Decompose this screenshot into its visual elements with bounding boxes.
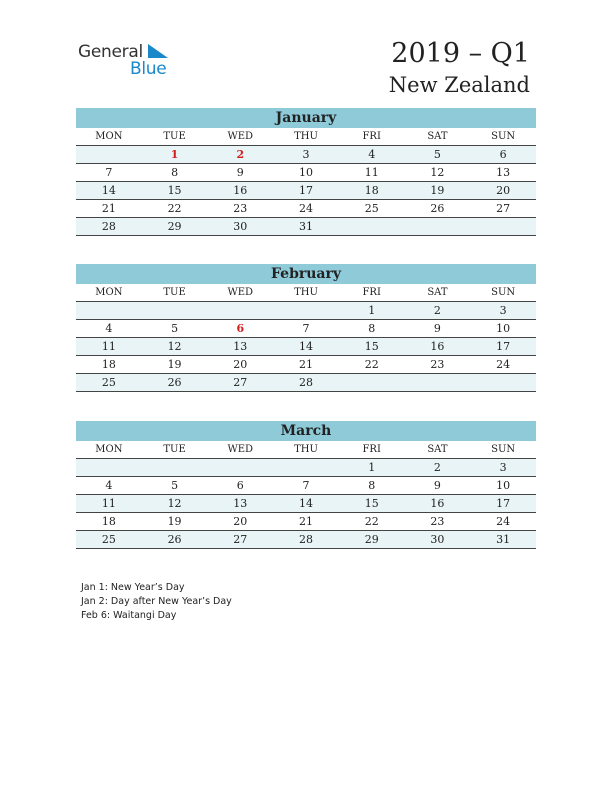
day-cell: 17	[298, 184, 313, 197]
weekday-label: FRI	[362, 287, 381, 298]
day-cell	[405, 374, 471, 391]
day-cell: 8	[368, 322, 376, 335]
day-cell: 23	[233, 202, 248, 215]
weekday-label: TUE	[163, 131, 186, 142]
day-cell: 7	[105, 166, 113, 179]
day-cell: 20	[233, 358, 248, 371]
day-cell	[207, 302, 273, 319]
day-cell	[470, 374, 536, 391]
day-cell: 10	[298, 166, 313, 179]
day-cell: 15	[167, 184, 182, 197]
day-cell: 17	[496, 497, 511, 510]
day-cell	[405, 218, 471, 235]
day-cell: 23	[430, 515, 445, 528]
day-cell: 16	[233, 184, 248, 197]
day-cell: 10	[496, 322, 511, 335]
weekday-label: SUN	[491, 287, 516, 298]
day-cell: 14	[298, 340, 313, 353]
month-title: January	[76, 108, 536, 128]
day-cell: 28	[101, 220, 116, 233]
day-cell: 20	[233, 515, 248, 528]
day-cell: 6	[499, 148, 507, 161]
day-cell: 31	[298, 220, 313, 233]
week-row	[76, 218, 536, 236]
day-cell: 8	[368, 479, 376, 492]
logo-text-general: General	[78, 42, 143, 62]
day-cell: 21	[101, 202, 116, 215]
day-cell: 1	[368, 304, 376, 317]
week-row	[76, 531, 536, 549]
day-cell: 18	[101, 515, 116, 528]
month-january	[76, 108, 536, 236]
day-cell: 26	[167, 376, 182, 389]
day-cell: 27	[233, 376, 248, 389]
day-cell: 18	[364, 184, 379, 197]
weekday-label: THU	[294, 131, 318, 142]
holiday-note: Jan 2: Day after New Year’s Day	[81, 596, 232, 607]
day-cell	[142, 459, 208, 476]
day-cell: 28	[298, 376, 313, 389]
day-cell: 13	[233, 497, 248, 510]
weekday-header-row	[76, 284, 536, 302]
week-row	[76, 356, 536, 374]
day-cell: 12	[167, 340, 182, 353]
day-cell: 19	[167, 358, 182, 371]
day-cell: 27	[233, 533, 248, 546]
day-cell: 10	[496, 479, 511, 492]
week-row	[76, 338, 536, 356]
week-row	[76, 495, 536, 513]
day-cell: 26	[430, 202, 445, 215]
day-cell	[273, 459, 339, 476]
day-cell: 14	[101, 184, 116, 197]
weekday-label: SUN	[491, 444, 516, 455]
week-row	[76, 459, 536, 477]
day-cell: 21	[298, 358, 313, 371]
day-cell: 7	[302, 322, 310, 335]
day-cell: 25	[101, 533, 116, 546]
day-cell: 11	[101, 340, 116, 353]
day-cell: 9	[433, 479, 441, 492]
day-cell: 6	[236, 479, 244, 492]
day-cell: 29	[167, 220, 182, 233]
day-cell: 13	[496, 166, 511, 179]
day-cell: 8	[171, 166, 179, 179]
day-cell: 4	[368, 148, 376, 161]
week-row	[76, 164, 536, 182]
country-name: New Zealand	[388, 73, 530, 97]
day-cell: 22	[364, 358, 379, 371]
weekday-header-row	[76, 128, 536, 146]
day-cell: 4	[105, 322, 113, 335]
holiday-notes	[81, 581, 232, 623]
week-row	[76, 302, 536, 320]
day-cell: 31	[496, 533, 511, 546]
day-cell: 15	[364, 340, 379, 353]
day-cell	[339, 218, 405, 235]
week-row	[76, 146, 536, 164]
month-february	[76, 264, 536, 392]
day-cell: 11	[101, 497, 116, 510]
day-cell: 9	[433, 322, 441, 335]
day-cell	[76, 459, 142, 476]
day-cell: 25	[101, 376, 116, 389]
weekday-label: MON	[95, 287, 123, 298]
day-cell	[273, 302, 339, 319]
logo-text-blue: Blue	[130, 59, 167, 79]
day-cell: 19	[167, 515, 182, 528]
day-cell: 12	[167, 497, 182, 510]
day-cell: 19	[430, 184, 445, 197]
day-cell	[76, 146, 142, 163]
weekday-label: TUE	[163, 287, 186, 298]
day-cell: 7	[302, 479, 310, 492]
day-cell	[142, 302, 208, 319]
holiday-note: Jan 1: New Year’s Day	[81, 582, 185, 593]
day-cell: 2	[433, 304, 441, 317]
day-cell: 24	[298, 202, 313, 215]
day-cell: 1	[368, 461, 376, 474]
day-cell: 16	[430, 497, 445, 510]
day-cell: 20	[496, 184, 511, 197]
month-march	[76, 421, 536, 549]
day-cell: 3	[302, 148, 310, 161]
day-cell	[76, 302, 142, 319]
day-cell: 16	[430, 340, 445, 353]
week-row	[76, 200, 536, 218]
weekday-label: THU	[294, 444, 318, 455]
day-cell: 15	[364, 497, 379, 510]
weekday-label: MON	[95, 444, 123, 455]
day-cell: 17	[496, 340, 511, 353]
week-row	[76, 513, 536, 531]
weekday-label: WED	[227, 131, 254, 142]
weekday-label: SUN	[491, 131, 516, 142]
week-row	[76, 374, 536, 392]
day-cell: 30	[430, 533, 445, 546]
holiday-note: Feb 6: Waitangi Day	[81, 610, 177, 621]
holiday-day-cell: 2	[236, 148, 245, 161]
day-cell: 13	[233, 340, 248, 353]
weekday-label: SAT	[427, 444, 448, 455]
day-cell: 3	[499, 461, 507, 474]
day-cell: 24	[496, 358, 511, 371]
weekday-label: MON	[95, 131, 123, 142]
day-cell: 29	[364, 533, 379, 546]
month-title: March	[76, 421, 536, 441]
day-cell	[207, 459, 273, 476]
weekday-label: THU	[294, 287, 318, 298]
day-cell: 2	[433, 461, 441, 474]
day-cell: 28	[298, 533, 313, 546]
week-row	[76, 182, 536, 200]
day-cell: 25	[364, 202, 379, 215]
day-cell: 18	[101, 358, 116, 371]
weekday-label: SAT	[427, 287, 448, 298]
weekday-label: TUE	[163, 444, 186, 455]
day-cell: 27	[496, 202, 511, 215]
day-cell	[470, 218, 536, 235]
day-cell: 3	[499, 304, 507, 317]
day-cell: 23	[430, 358, 445, 371]
day-cell: 24	[496, 515, 511, 528]
day-cell: 12	[430, 166, 445, 179]
day-cell: 30	[233, 220, 248, 233]
day-cell: 26	[167, 533, 182, 546]
month-title: February	[76, 264, 536, 284]
day-cell: 9	[236, 166, 244, 179]
day-cell: 14	[298, 497, 313, 510]
day-cell: 21	[298, 515, 313, 528]
holiday-day-cell: 6	[236, 322, 245, 335]
generalblue-logo	[78, 40, 188, 80]
weekday-header-row	[76, 441, 536, 459]
page-title: 2019 – Q1	[391, 38, 530, 69]
day-cell: 22	[167, 202, 182, 215]
weekday-label: FRI	[362, 444, 381, 455]
day-cell: 4	[105, 479, 113, 492]
weekday-label: WED	[227, 444, 254, 455]
day-cell: 5	[171, 322, 179, 335]
day-cell: 11	[364, 166, 379, 179]
day-cell: 5	[433, 148, 441, 161]
weekday-label: FRI	[362, 131, 381, 142]
week-row	[76, 477, 536, 495]
day-cell	[339, 374, 405, 391]
holiday-day-cell: 1	[170, 148, 179, 161]
week-row	[76, 320, 536, 338]
day-cell: 22	[364, 515, 379, 528]
weekday-label: SAT	[427, 131, 448, 142]
weekday-label: WED	[227, 287, 254, 298]
day-cell: 5	[171, 479, 179, 492]
